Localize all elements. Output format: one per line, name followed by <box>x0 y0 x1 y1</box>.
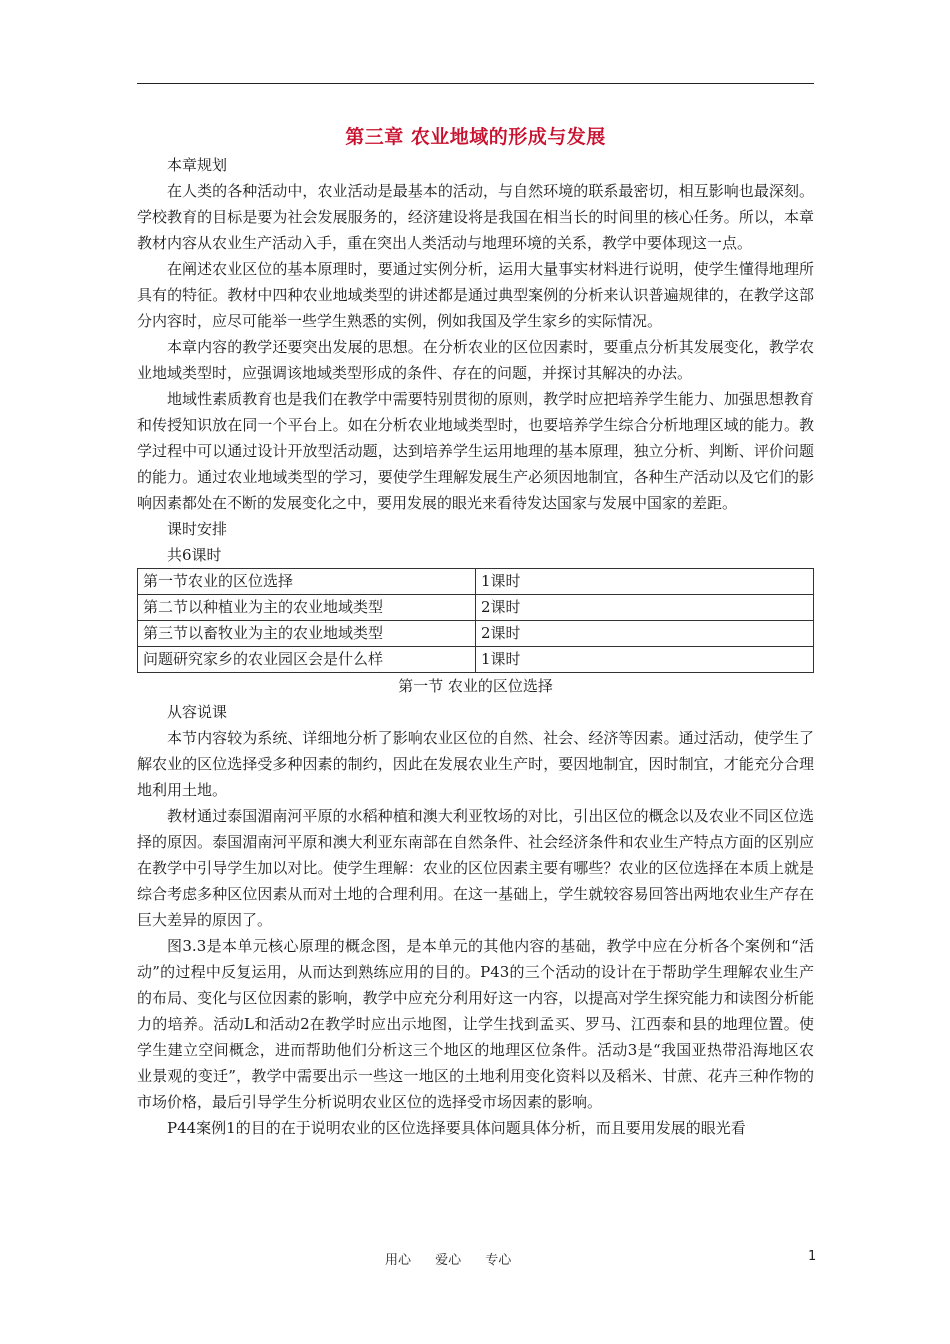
section-label-planning: 本章规划 <box>167 156 228 174</box>
schedule-label: 课时安排 <box>167 520 228 538</box>
footer-motto: 用心 爱心 专心 <box>385 1253 512 1268</box>
paragraph: 本章内容的教学还要突出发展的思想。在分析农业的区位因素时，要重点分析其发展变化，教学农业地域类型时，应强调该地域类型形成的条件、存在的问题，并探讨其解决的办法。 <box>137 338 814 382</box>
lesson-cell: 第二节以种植业为主的农业地域类型 <box>138 595 476 621</box>
table-row <box>138 595 814 621</box>
lesson-cell: 问题研究家乡的农业园区会是什么样 <box>138 647 476 673</box>
paragraph: 地域性素质教育也是我们在教学中需要特别贯彻的原则，教学时应把培养学生能力、加强思想教育和传授知识放在同一个平台上。如在分析农业地域类型时，也要培养学生综合分析地理区域的能力。教学过程中可以通过设计开放型活动题，达到培养学生运用地理的基本原理，独立分析、判断、评价问题的能力。通过农业地域类型的学习，要使学生理解发展生产必须因地制宜，各种生产活动以及它们的影响因素都处在不断的发展变化之中，要用发展的眼光来看待发达国家与发展中国家的差距。 <box>137 390 814 512</box>
hours-cell: 1课时 <box>476 569 814 595</box>
chapter-title: 第三章 农业地域的形成与发展 <box>345 126 606 148</box>
paragraph: 图3.3是本单元核心原理的概念图，是本单元的其他内容的基础，教学中应在分析各个案例和“活动”的过程中反复运用，从而达到熟练应用的目的。P43的三个活动的设计在于帮助学生理解农业生产的布局、变化与区位因素的影响，教学中应充分利用好这一内容，以提高对学生探究能力和读图分析能力的培养。活动L和活动2在教学时应出示地图，让学生找到孟买、罗马、江西泰和县的地理位置。使学生建立空间概念，进而帮助他们分析这三个地区的地理区位条件。活动3是“我国亚热带沿海地区农业景观的变迁”，教学中需要出示一些这一地区的土地利用变化资料以及稻米、甘蔗、花卉三种作物的市场价格，最后引导学生分析说明农业区位的选择受市场因素的影响。 <box>137 937 814 1111</box>
paragraph: 在阐述农业区位的基本原理时，要通过实例分析，运用大量事实材料进行说明，使学生懂得地理所具有的特征。教材中四种农业地域类型的讲述都是通过典型案例的分析来认识普遍规律的，在教学这部分内容时，应尽可能举一些学生熟悉的实例，例如我国及学生家乡的实际情况。 <box>137 260 814 330</box>
schedule-table <box>137 568 814 673</box>
page-number: 1 <box>808 1249 817 1264</box>
hours-cell: 1课时 <box>476 647 814 673</box>
hours-cell: 2课时 <box>476 595 814 621</box>
table-row <box>138 621 814 647</box>
lesson-cell: 第一节农业的区位选择 <box>138 569 476 595</box>
document-body <box>137 122 814 1141</box>
paragraph: 在人类的各种活动中，农业活动是最基本的活动，与自然环境的联系最密切，相互影响也最深刻。学校教育的目标是要为社会发展服务的，经济建设将是我国在相当长的时间里的核心任务。所以，本章教材内容从农业生产活动入手，重在突出人类活动与地理环境的关系，教学中要体现这一点。 <box>137 182 814 252</box>
schedule-total: 共6课时 <box>167 546 222 564</box>
paragraph: 教材通过泰国湄南河平原的水稻种植和澳大利亚牧场的对比，引出区位的概念以及农业不同区位选择的原因。泰国湄南河平原和澳大利亚东南部在自然条件、社会经济条件和农业生产特点方面的区别应在教学中引导学生加以对比。使学生理解：农业的区位因素主要有哪些？农业的区位选择在本质上就是综合考虑多种区位因素从而对土地的合理利用。在这一基础上，学生就较容易回答出两地农业生产存在巨大差异的原因了。 <box>137 807 814 929</box>
lesson-cell: 第三节以畜牧业为主的农业地域类型 <box>138 621 476 647</box>
section-label-lecture: 从容说课 <box>167 703 228 721</box>
table-row <box>138 569 814 595</box>
paragraph: P44案例1的目的在于说明农业的区位选择要具体问题具体分析，而且要用发展的眼光看 <box>167 1119 746 1137</box>
paragraph: 本节内容较为系统、详细地分析了影响农业区位的自然、社会、经济等因素。通过活动，使学生了解农业的区位选择受多种因素的制约，因此在发展农业生产时，要因地制宜，因时制宜，才能充分合理地利用土地。 <box>137 729 814 799</box>
table-row <box>138 647 814 673</box>
header-rule <box>137 83 814 84</box>
section-title: 第一节 农业的区位选择 <box>398 677 553 695</box>
hours-cell: 2课时 <box>476 621 814 647</box>
